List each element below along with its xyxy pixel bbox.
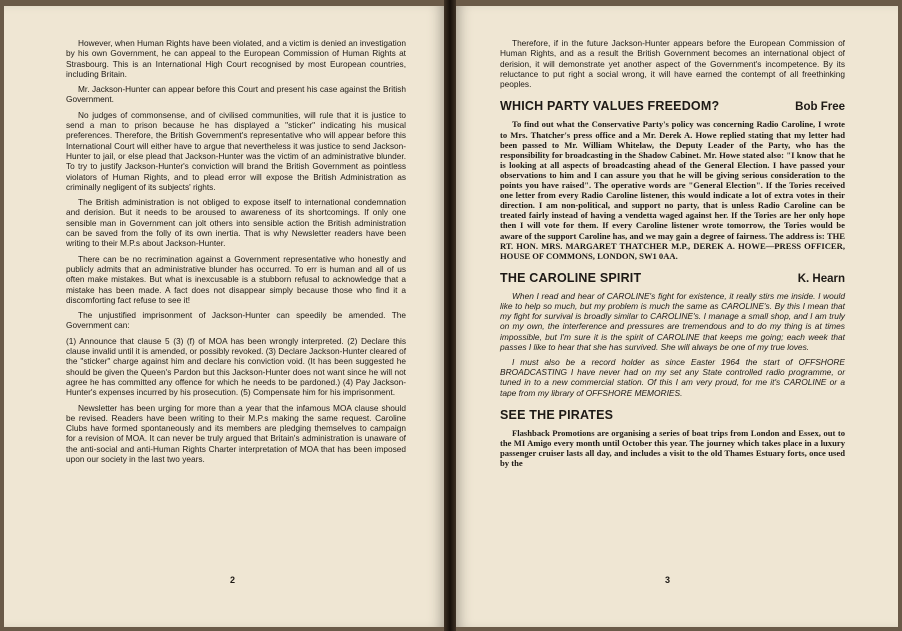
paragraph: The British administration is not obliged to expose itself to international condemnation and derision. But it needs to be aroused to awareness of its shortcomings. If only one sensible man in Government can jolt others into sensible action the British administration can be saved from the folly of its own inertia. That is why Newsletter readers have been writing to their M.P.s about Jackson-Hunter. [66,197,406,249]
article-which-party [500,99,845,260]
article-see-the-pirates [500,408,845,468]
paragraph: To find out what the Conservative Party's policy was concerning Radio Caroline, I wrote to Mrs. Thatcher's press office and a Mr. Derek A. Howe replied stating that my letter had been passed to Mr. William Whitelaw, the Deputy Leader of the Party, who has the responsibility for broadcasting in the Shadow Cabinet. Mr. Howe stated also: "I know that he is looking at all aspects of broadcasting ahead of the General Election. I have passed your observations to him and I can assure you that he will be giving serious consideration to the points you have raised". The operative words are "General Election". If the Tories received one letter from every Radio Caroline listener, this would indicate a lot of extra votes in their direction. I am non-political, and support no party, that is unless Radio Caroline can be treated fairly instead of having a vendetta waged against her. If the Tories are her only hope then I will vote for them. If every Caroline listener wrote tomorrow, the Tories would be aware of the support Caroline has, and we may gain a degree of fairness. The address is: THE RT. HON. MRS. MARGARET THATCHER M.P., DEREK A. HOWE—PRESS OFFICER, HOUSE OF COMMONS, LONDON, SW1 0AA. [500,119,845,261]
page-number: 3 [665,575,671,585]
paragraph: Flashback Promotions are organising a series of boat trips from London and Essex, out to the MI Amigo every month until October this year. The journey which takes place in a luxury passenger cruiser lasts all day, and includes a visit to the old Thames Estuary forts, once used by the [500,427,845,469]
article-heading [500,99,845,113]
page-number: 2 [230,575,236,585]
paragraph: I must also be a record holder as since Easter 1964 the start of OFFSHORE BROADCASTING I have never had on my set any State controlled radio programme, or tuned in to a new commercial station. Of this I am very proud, for me it's CAROLINE or a tape from my library of OFFSHORE MEMORIES. [500,357,845,398]
article-body [500,119,845,260]
right-page [456,6,898,627]
paragraph: The unjustified imprisonment of Jackson-Hunter can speedily be amended. The Government can: [66,310,406,331]
article-title: THE CAROLINE SPIRIT [500,270,642,285]
paragraph: When I read and hear of CAROLINE's fight for existence, it really stirs me inside. I would like to help so much, but my problem is much the same as CAROLINE's. By this I mean that my fight for survival is broadly similar to CAROLINE's. I manage a small shop, and I am truly on my own, the interference and pressures are tremendous and to do my thing is at times impossible, but I'm sure it is the spirit of CAROLINE that keeps me going; each week that passes I like to hear that she has survived. She will always be one of my true loves. [500,290,845,352]
article-body [500,428,845,468]
right-column [500,38,845,473]
article-title: SEE THE PIRATES [500,407,614,422]
article-heading [500,408,845,422]
book-gutter [444,0,456,631]
article-title: WHICH PARTY VALUES FREEDOM? [500,99,720,114]
paragraph: However, when Human Rights have been violated, and a victim is denied an investigation by his own Government, he can appeal to the European Commission of Human Rights at Strasbourg. This is an International High Court recognised by most European countries, including Britain. [66,38,406,79]
article-body [500,291,845,398]
intro-paragraph: Therefore, if in the future Jackson-Hunter appears before the European Commission of Human Rights, and as a result the British Government becomes an international object of derision, it will demonstrate yet another aspect of the Government's incompetence. By its reluctance to put right a social wrong, it will have earned the contempt of all freethinking peoples. [500,38,845,90]
paragraph: (1) Announce that clause 5 (3) (f) of MOA has been wrongly interpreted. (2) Declare this clause invalid until it is amended, or possibly revoked. (3) Declare Jackson-Hunter cleared of the "sticker" charge against him and declare his conviction void. (It has been suggested he should be given the Queen's Pardon but this Jackson-Hunter does not want since he will not agree he has committed any offence for which he needs to be pardoned.) (4) Pay Jackson-Hunter's expenses incurred by his prosecution. (5) Compensate him for his imprisonment. [66,335,406,398]
article-heading [500,271,845,285]
left-column [66,38,406,469]
paragraph: No judges of commonsense, and of civilised communities, will rule that it is justice to send a man to prison because he has displayed a "sticker" indicating his musical preferences. Therefore, the British Government's representative who will appear before this International Court will either have to argue that nevertheless it was justice to send Jackson-Hunter to jail, or else plead that Jackson-Hunter was the victim of an administrative blunder. To try to justify Jackson-Hunter's conviction will brand the British Government as pointless violators of Human Rights, and to plead error will expose the British Administration as criminally negligent of its subjects' rights. [66,109,406,192]
article-author: Bob Free [795,101,845,114]
paragraph: Newsletter has been urging for more than a year that the infamous MOA clause should be revised. Readers have been writing to their M.P.s making the same request. Caroline Clubs have formed spontaneously and its members are pledging themselves to campaign for a revision of MOA. It can never be truly argued that Britain's administration is unaware of the anti-social and anti-Human Rights Charter interpretation of MOA that has been imposed upon our society in the last two years. [66,402,406,464]
article-caroline-spirit [500,271,845,398]
paragraph: There can be no recrimination against a Government representative who honestly and publicly admits that an administrative blunder has occurred. To err is human and all of us often make mistakes. But what is inexcusable is a stubborn refusal to acknowledge that a mistake has been made. A fact does not disappear simply because those who find it a discomforting fact refuse to see it! [66,253,406,305]
paragraph: Mr. Jackson-Hunter can appear before this Court and present his case against the British Government. [66,84,406,105]
left-page [4,6,444,627]
article-author: K. Hearn [797,272,845,285]
